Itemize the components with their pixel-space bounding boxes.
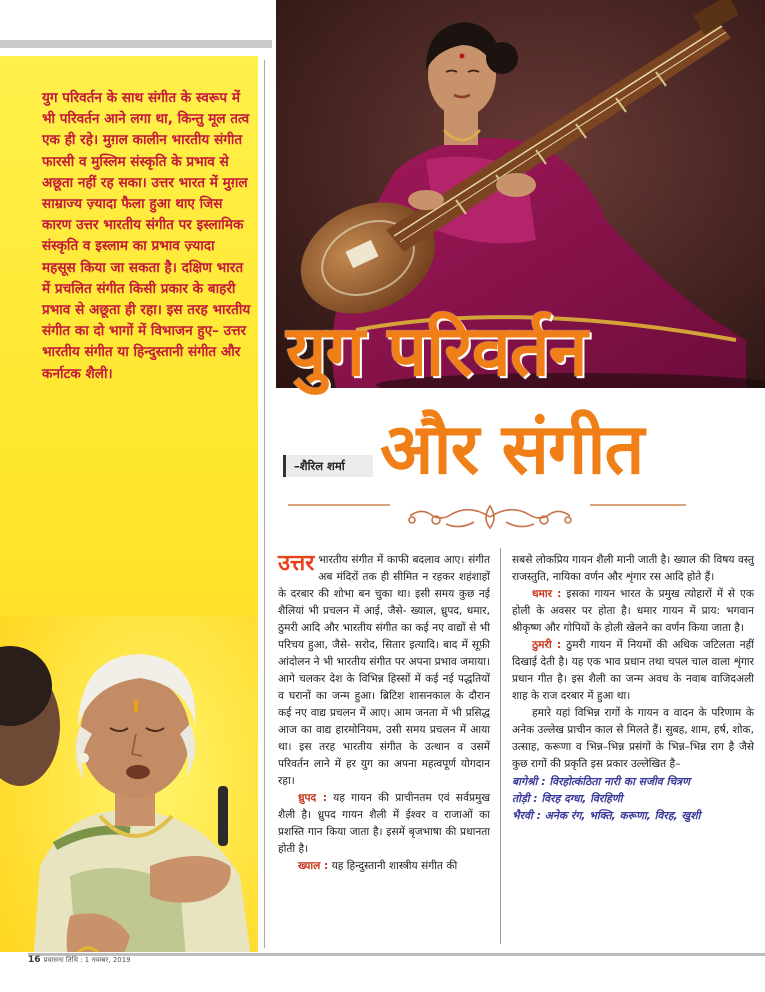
article-title-line1: युग परिवर्तन [286, 310, 587, 392]
ragas-intro: हमारे यहां विभिन्न रागों के गायन व वादन के परिणाम के अनेक उल्लेख प्राचीन काल से मिलते हैं। सुबह, शाम, हर्ष, शोक, उत्साह, करूणा व भिन्न–भिन्न प्रसंगों के भिन्न–भिन्न राग है जैसे कुछ रागों की प्रकृति इस प्रकार उल्लेखित है– [512, 707, 754, 770]
footer-rule [28, 953, 765, 956]
dropcap-word: उत्तर [278, 551, 315, 576]
khayal-paragraph [278, 858, 490, 875]
article-column-left [278, 552, 490, 875]
dhrupad-term: ध्रुपद : [298, 792, 327, 804]
author-byline: –शैरिल शर्मा [283, 455, 373, 477]
dhamar-text: इसका गायन भारत के प्रमुख त्योहारों में से एक होली के अवसर पर होता है। धमार गायन में प्राय: भगवान श्रीकृष्ण और गोपियों के होली खेलने का वर्णन किया जाता है। [512, 588, 754, 634]
decorative-flourish [390, 500, 590, 534]
raga-bhairavi: भैरवी : अनेक रंग, भक्ति, करूणा, विरह, खुशी [512, 809, 701, 822]
intro-paragraph [278, 552, 490, 790]
dhamar-paragraph [512, 586, 754, 637]
article-column-right [512, 552, 754, 824]
raga-bageshri: बागेश्री : विरहोत्कंठिता नारी का सजीव चित्रण [512, 775, 690, 788]
inner-column-divider [500, 548, 501, 944]
raga-todi: तोड़ी : विरह दग्धा, विरहिणी [512, 792, 623, 805]
khayal-continued: सबसे लोकप्रिय गायन शैली मानी जाती है। ख्याल की विषय वस्तु राजस्तुति, नायिका वर्णन और शृंगार रस आदि होते हैं। [512, 554, 754, 583]
thumri-text: ठुमरी गायन में नियमों की अधिक जटिलता नहीं दिखाई देती है। यह एक भाव प्रधान तथा चपल चाल वाला शृंगार प्रधान गीत है। इस शैली का जन्म अवध के नवाब वाजिदअली शाह के राज दरबार में हुआ था। [512, 639, 754, 702]
footer-text: प्रवासना तिथि : 1 नवम्बर, 2019 [43, 956, 131, 964]
pull-quote-text: युग परिवर्तन के साथ संगीत के स्वरूप में भी परिवर्तन आने लगा था, किन्तु मूल तत्व एक ही रहे। मुग़ल कालीन भारतीय संगीत फारसी व मुस्लिम संस्कृति के प्रभाव से अछूता नहीं रह सका। उत्तर भारत में मुग़ल साम्राज्य ज़्यादा फैला हुआ थाए जिस कारण उत्तर भारतीय संगीत पर इस्लामिक संस्कृति व इस्लाम का प्रभाव ज़्यादा महसूस किया जा सकता है। दक्षिण भारत में प्रचलित संगीत किसी प्रकार के बाहरी प्रभाव से अछूता ही रहा। इस तरह भारतीय संगीत का दो भागों में विभाजन हुए– उत्तर भारतीय संगीत या हिन्दुस्तानी संगीत और कर्नाटक शैली। [42, 90, 251, 382]
khayal-term: ख्याल : [298, 860, 329, 872]
thumri-term: ठुमरी : [532, 639, 562, 651]
dhrupad-text: यह गायन की प्राचीनतम एवं सर्वप्रमुख शैली है। ध्रुपद गायन शैली में ईश्वर व राजाओं का प्रशस्ति गान किया जाता है। इसमें बृजभाषा की प्रधानता होती है। [278, 792, 490, 855]
singer-photo [0, 616, 258, 952]
article-title-line2: और संगीत [380, 408, 644, 490]
khayal-text: यह हिन्दुस्तानी शास्त्रीय संगीत की [331, 860, 458, 872]
dhamar-term: धमार : [532, 588, 562, 600]
pull-quote-panel [0, 56, 258, 952]
thumri-paragraph [512, 637, 754, 705]
page-footer [28, 955, 131, 965]
page-number: 16 [28, 955, 41, 965]
top-rule [0, 40, 272, 48]
intro-text: भारतीय संगीत में काफी बदलाव आए। संगीत अब मंदिरों तक ही सीमित न रहकर शहंशाहों के दरबार की शोभा बन चुका था। इसी समय कुछ नई शैलियां भी प्रचलन में आई, जैसे- ख्याल, ध्रुपद, धमार, ठुमरी आदि और भारतीय संगीत का कई नए वाद्यों से भी परिचय हुआ, जैसे- सरोद, सितार इत्यादि। बाद में सूफ़ी आंदोलन ने भी भारतीय संगीत पर अपना प्रभाव जमाया। आगे चलकर देश के विभिन्न हिस्सों में कई नई पद्धतियों व घरानों का जन्म हुआ। ब्रिटिश शासनकाल के दौरान कई नए वाद्य प्रचलन में आए। आम जनता में भी प्रसिद्ध आज का वाद्य हारमोनियम, उसी समय प्रचलन में आया था। इस तरह भारतीय संगीत के उत्थान व उसमें परिवर्तन लाने में हर युग का अपना महत्वपूर्ण योगदान रहा। [278, 554, 490, 787]
dhrupad-paragraph [278, 790, 490, 858]
column-divider [264, 60, 265, 948]
